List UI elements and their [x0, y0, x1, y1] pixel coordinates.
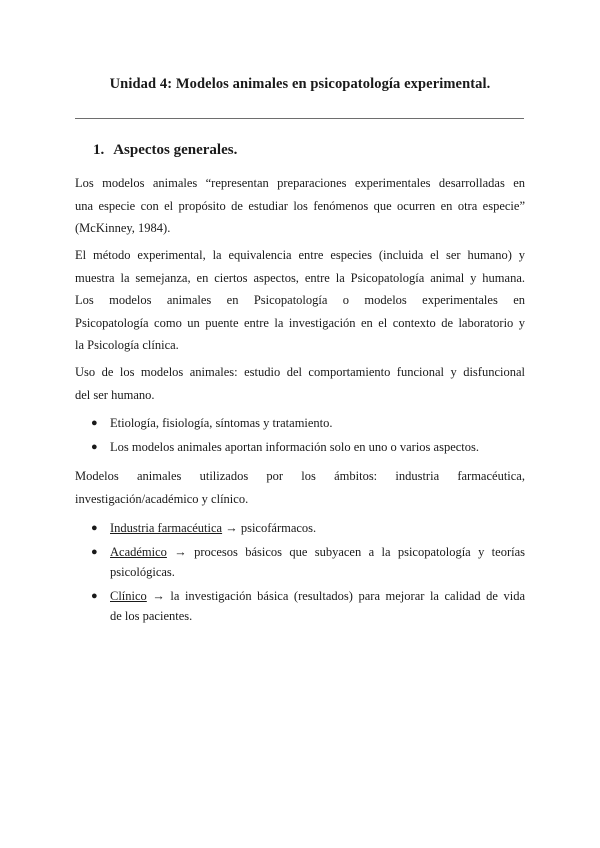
page-title: Unidad 4: Modelos animales en psicopatología experimental.	[109, 76, 491, 92]
section-heading	[93, 142, 237, 159]
paragraph-line: El método experimental, la equivalencia entre especies (incluida el ser humano) y	[75, 248, 525, 262]
bullet-icon: ●	[91, 590, 98, 602]
term-description: → la investigación básica (resultados) para mejorar la calidad de vida	[146, 589, 525, 603]
list-item	[75, 413, 525, 433]
list-item-text: Etiología, fisiología, síntomas y tratamiento.	[110, 416, 333, 430]
list-item-clinico	[75, 586, 525, 626]
paragraph-line: del ser humano.	[75, 387, 155, 402]
paragraph-use	[75, 361, 525, 406]
paragraph-method	[75, 244, 525, 357]
paragraph-line: una especie con el propósito de estudiar los fenómenos que ocurren en otra especie”	[75, 198, 525, 213]
term-description: → procesos básicos que subyacen a la psicopatología y teorías	[166, 545, 525, 559]
paragraph-areas	[75, 465, 525, 510]
section-title: Aspectos generales.	[113, 142, 238, 158]
list-item-continuation: de los pacientes.	[110, 609, 193, 623]
bullet-icon: ●	[91, 546, 98, 558]
title-divider	[75, 118, 524, 119]
list-item-academico	[75, 542, 525, 582]
term-description: → psicofármacos.	[222, 521, 317, 535]
list-item-continuation: psicológicas.	[110, 565, 175, 579]
bullet-icon: ●	[91, 522, 98, 534]
paragraph-line: Uso de los modelos animales: estudio del comportamiento funcional y disfuncional	[75, 365, 525, 379]
paragraph-line: Psicopatología como un puente entre la investigación en el contexto de laboratorio y	[75, 315, 525, 330]
bullet-list-areas	[75, 518, 525, 630]
paragraph-line: Los modelos animales “representan preparaciones experimentales desarrolladas en	[75, 176, 525, 190]
list-item	[75, 437, 525, 457]
bullet-icon: ●	[91, 417, 98, 429]
paragraph-line: (McKinney, 1984).	[75, 221, 171, 235]
list-item-industria	[75, 518, 525, 538]
section-number: 1.	[93, 142, 105, 158]
list-item-text	[110, 586, 525, 606]
term-academico: Académico	[110, 545, 167, 559]
bullet-icon: ●	[91, 441, 98, 453]
bullet-list-aspects	[75, 413, 525, 461]
paragraph-line: Los modelos animales en Psicopatología o modelos experimentales en	[75, 293, 525, 307]
term-industria: Industria farmacéutica	[110, 521, 223, 535]
paragraph-line: muestra la semejanza, en ciertos aspectos, entre la Psicopatología animal y humana.	[75, 270, 525, 285]
list-item-text	[110, 518, 525, 538]
list-item-text: Los modelos animales aportan información solo en uno o varios aspectos.	[110, 440, 480, 454]
list-item-text	[110, 542, 525, 562]
paragraph-definition	[75, 172, 525, 240]
paragraph-line: investigación/académico y clínico.	[75, 491, 249, 506]
term-clinico: Clínico	[110, 589, 147, 603]
paragraph-line: la Psicología clínica.	[75, 338, 179, 352]
paragraph-line: Modelos animales utilizados por los ámbitos: industria farmacéutica,	[75, 469, 525, 483]
